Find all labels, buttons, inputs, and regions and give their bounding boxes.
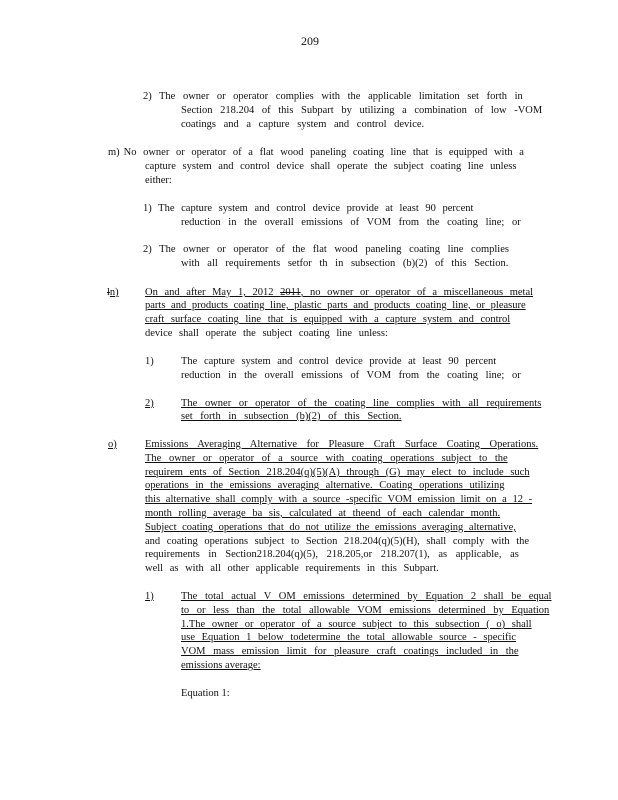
paragraph-line: The owner or operator of a source with coating operations subject to the	[145, 453, 508, 464]
paragraph-line: operations in the emissions averaging alternative. Coating operations utilizing	[145, 480, 505, 491]
paragraph-line: The owner or operator of the coating line complies with all requirements	[181, 398, 542, 409]
paragraph-line: requirem ents of Section 218.204(q)(5)(A) through (G) may elect to include such	[145, 467, 530, 478]
paragraph-line: month rolling average ba sis, calculated at theend of each calendar month.	[145, 508, 501, 519]
item-marker: m)	[108, 147, 120, 158]
paragraph-line: well as with all other applicable requirements in this Subpart.	[145, 563, 439, 574]
equation-label: Equation 1:	[181, 688, 230, 699]
paragraph-line: to or less than the total allowable VOM emissions determined by Equation	[181, 605, 550, 616]
paragraph-line: with all requirements setfor th in subsection (b)(2) of this Section.	[181, 258, 509, 269]
paragraph-line: reduction in the overall emissions of VOM from the coating line; or	[181, 370, 521, 381]
item-marker: o)	[108, 439, 117, 450]
paragraph-line: VOM mass emission limit for pleasure craft coatings included in the	[181, 646, 519, 657]
item-marker: 1)	[145, 356, 154, 367]
paragraph-line: craft surface coating line that is equipped with a capture system and control	[145, 314, 511, 325]
struck-text: 2011	[280, 287, 301, 298]
paragraph-line: this alternative shall comply with a source -specific VOM emission limit on a 12 -	[145, 494, 533, 505]
paragraph-line: set forth in subsection (b)(2) of this Section.	[181, 411, 402, 422]
paragraph-line: 1.The owner or operator of a source subject to this subsection ( o) shall	[181, 619, 532, 630]
page-number: 209	[301, 34, 319, 48]
item-marker: 2)	[143, 91, 155, 102]
paragraph-line: 1) The capture system and control device provide at least 90 percent	[143, 203, 474, 214]
paragraph-line: On and after May 1, 2012 2011, no owner or operator of a miscellaneous metal	[145, 287, 534, 298]
paragraph-line: Section 218.204 of this Subpart by utilizing a combination of low -VOM	[181, 105, 543, 116]
paragraph-line: Subject coating operations that do not utilize the emissions averaging alternative,	[145, 522, 516, 533]
paragraph-line: coatings and a capture system and control device.	[181, 119, 425, 130]
paragraph-line: The capture system and control device provide at least 90 percent	[181, 356, 497, 367]
paragraph-line: reduction in the overall emissions of VOM from the coating line; or	[181, 217, 521, 228]
paragraph-line: emissions average:	[181, 660, 261, 671]
item-marker: 1)	[145, 591, 154, 602]
paragraph-line: either:	[145, 175, 172, 186]
paragraph-line: use Equation 1 below todetermine the total allowable source - specific	[181, 632, 517, 643]
struck-text: l	[107, 287, 110, 298]
paragraph-line: capture system and control device shall operate the subject coating line unless	[145, 161, 517, 172]
paragraph-line: No owner or operator of a flat wood paneling coating line that is equipped with a	[117, 147, 524, 158]
paragraph-line: Emissions Averaging Alternative for Pleasure Craft Surface Coating Operations.	[145, 439, 539, 450]
paragraph-line: and coating operations subject to Section 218.204(q)(5)(H), shall comply with the	[145, 536, 530, 547]
paragraph-line: 2) The owner or operator of the flat wood paneling coating line complies	[143, 244, 509, 255]
paragraph-line: requirements in Section218.204(q)(5), 218.205,or 218.207(1), as applicable, as	[145, 549, 519, 560]
paragraph-line: The total actual V OM emissions determined by Equation 2 shall be equal	[181, 591, 552, 602]
item-marker: ln)	[107, 287, 119, 298]
paragraph-line: device shall operate the subject coating line unless:	[145, 328, 388, 339]
paragraph-line: The owner or operator complies with the applicable limitation set forth in	[159, 91, 523, 102]
item-marker: 2)	[145, 398, 154, 409]
paragraph-line: parts and products coating line, plastic parts and products coating line, or pleasure	[145, 300, 526, 311]
